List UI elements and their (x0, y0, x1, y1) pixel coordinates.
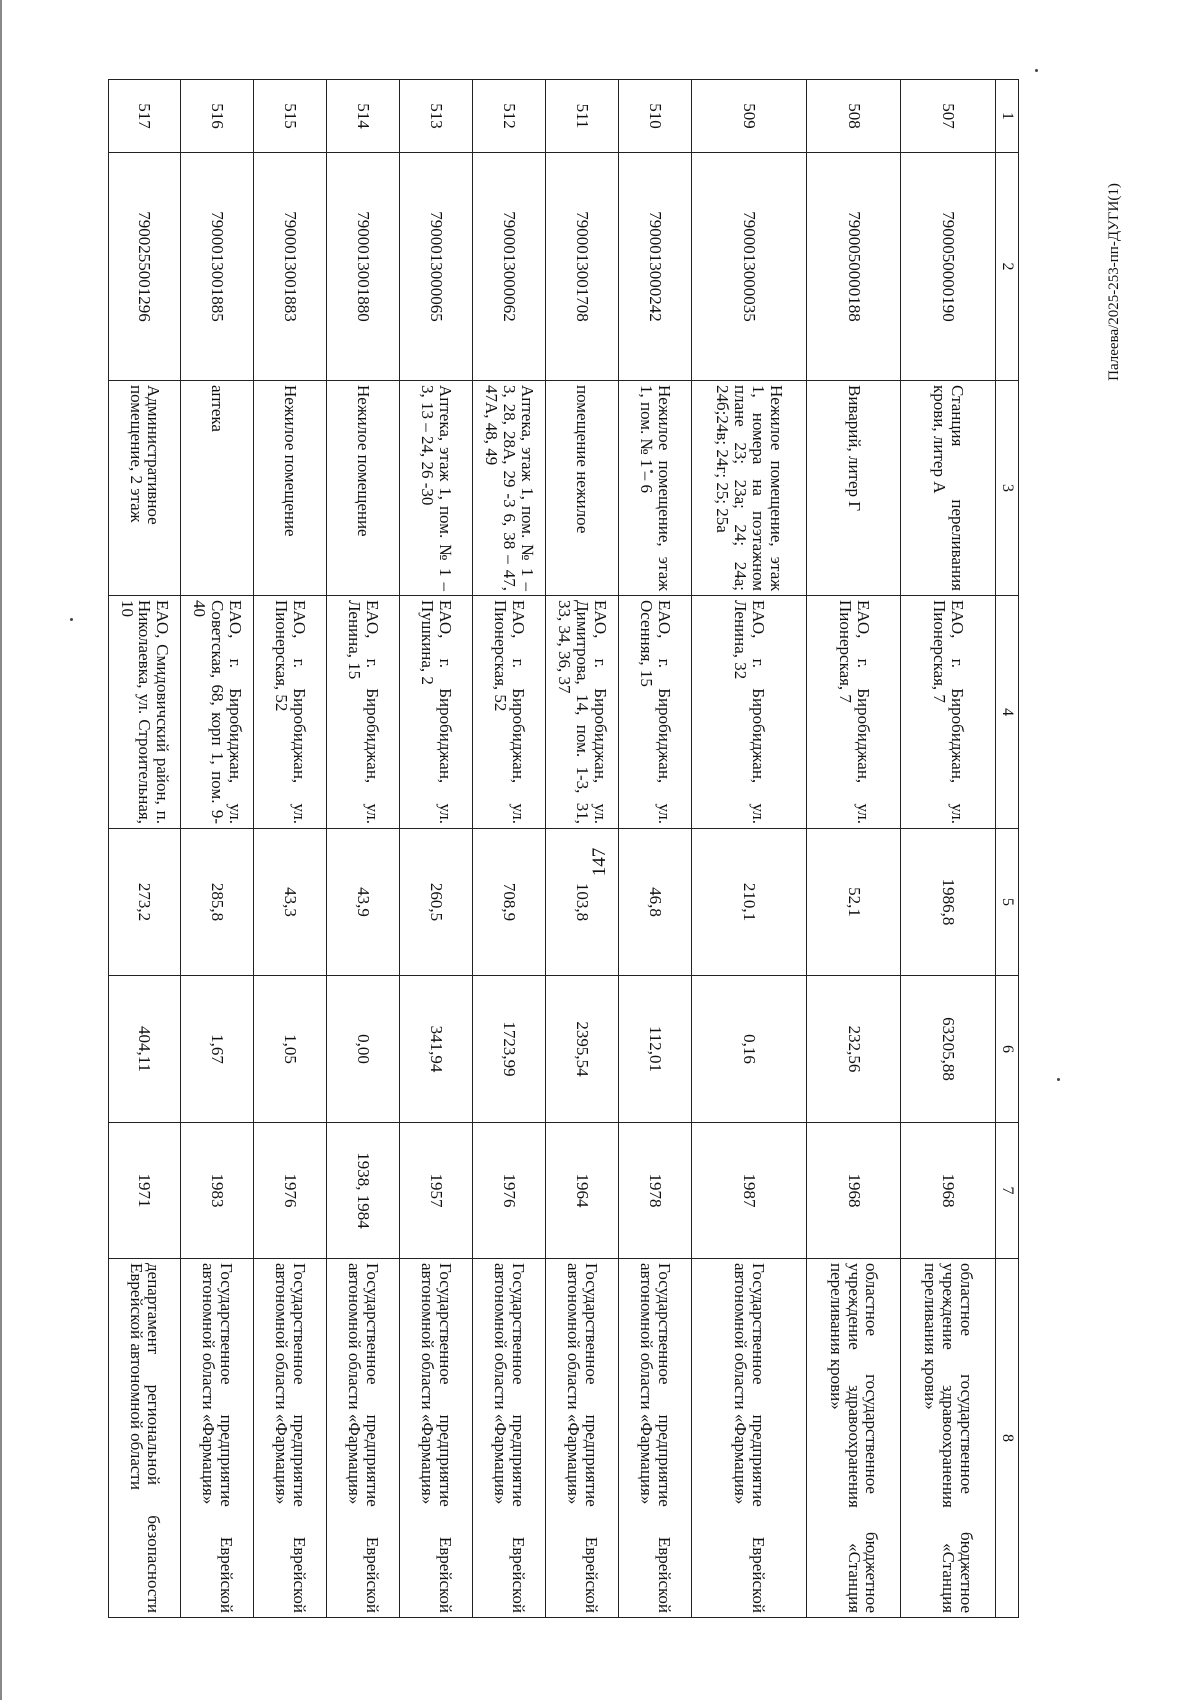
object-year: 1976 (253, 1123, 326, 1259)
row-number: 510 (618, 80, 691, 153)
object-name: Станция переливания крови, литер А (901, 381, 996, 596)
cadastral-number: 7900255001296 (109, 153, 181, 381)
right-holder: областное государственное бюджетное учреждение здравоохранения «Станция переливания крови» (901, 1259, 996, 1618)
registry-table-container (108, 79, 1019, 1617)
row-number: 514 (326, 80, 399, 153)
object-value: 0,00 (326, 976, 399, 1123)
column-number: 4 (996, 596, 1019, 829)
object-value: 1,05 (253, 976, 326, 1123)
row-number: 513 (399, 80, 472, 153)
right-holder: Государственное предприятие Еврейской автономной области «Фармация» (472, 1259, 545, 1618)
object-name: Аптека, этаж 1, пом. № 1 – 3, 13 – 24, 26 -30 (399, 381, 472, 596)
column-number: 8 (996, 1259, 1019, 1618)
row-number: 507 (901, 80, 996, 153)
row-number: 515 (253, 80, 326, 153)
object-address: ЕАО, г. Биробиджан, ул. Пионерская, 7 (806, 596, 901, 829)
table-row (691, 80, 806, 1618)
column-number: 6 (996, 976, 1019, 1123)
object-name: Виварий, литер Г (806, 381, 901, 596)
right-holder: Государственное предприятие Еврейской автономной области «Фармация» (691, 1259, 806, 1618)
object-address: ЕАО, г. Биробиджан, ул. Димитрова, 14, пом. 1-3, 31, 33, 34, 36, 37 (545, 596, 618, 829)
object-address: ЕАО, г. Биробиджан, ул. Осенняя, 15 (618, 596, 691, 829)
object-name: Административное помещение, 2 этаж (109, 381, 181, 596)
column-number: 2 (996, 153, 1019, 381)
right-holder: Государственное предприятие Еврейской автономной области «Фармация» (253, 1259, 326, 1618)
object-name: Нежилое помещение, этаж 1, пом. № 1 – 6 (618, 381, 691, 596)
row-number: 517 (109, 80, 181, 153)
right-holder: департамент региональной безопасности Еврейской автономной области (109, 1259, 181, 1618)
table-row (109, 80, 181, 1618)
scan-edge (0, 0, 2, 1700)
object-address: ЕАО, г. Биробиджан, ул. Ленина, 15 (326, 596, 399, 829)
row-number: 511 (545, 80, 618, 153)
cadastral-number: 7900013001885 (181, 153, 254, 381)
cadastral-number: 7900013000065 (399, 153, 472, 381)
object-value: 341,94 (399, 976, 472, 1123)
object-value: 232,56 (806, 976, 901, 1123)
object-address: ЕАО, г. Биробиджан, ул. Пионерская, 7 (901, 596, 996, 829)
column-number: 7 (996, 1123, 1019, 1259)
table-row (472, 80, 545, 1618)
object-value: 112,01 (618, 976, 691, 1123)
object-name: Нежилое помещение, этаж 1, номера на поэтажном плане 23; 23а; 24; 24а; 24б;24в; 24г; 25; 25а (691, 381, 806, 596)
row-number: 508 (806, 80, 901, 153)
row-number: 509 (691, 80, 806, 153)
object-value: 1,67 (181, 976, 254, 1123)
object-area: 52,1 (806, 829, 901, 976)
object-area: 103,8 (545, 829, 618, 976)
object-year: 1964 (545, 1123, 618, 1259)
object-name: Аптека, этаж 1, пом. № 1 – 3, 28, 28А, 29 -3 6, 38 – 47, 47А, 48, 49 (472, 381, 545, 596)
table-row (901, 80, 996, 1618)
row-number: 516 (181, 80, 254, 153)
object-year: 1971 (109, 1123, 181, 1259)
object-value: 404,11 (109, 976, 181, 1123)
table-row (806, 80, 901, 1618)
table-row (399, 80, 472, 1618)
object-area: 273,2 (109, 829, 181, 976)
object-area: 46,8 (618, 829, 691, 976)
object-year: 1987 (691, 1123, 806, 1259)
object-year: 1938, 1984 (326, 1123, 399, 1259)
table-row (326, 80, 399, 1618)
object-value: 1723,99 (472, 976, 545, 1123)
scan-speck (1035, 69, 1038, 72)
object-name: аптека (181, 381, 254, 596)
object-address: ЕАО, Смидовичский район, п. Николаевка, ул. Строительная, 10 (109, 596, 181, 829)
column-number: 5 (996, 829, 1019, 976)
row-number: 512 (472, 80, 545, 153)
right-holder: областное государственное бюджетное учреждение здравоохранения «Станция переливания крови» (806, 1259, 901, 1618)
document-code: Палеева/2025-253-пп-ДУГИ(1) (1106, 183, 1122, 381)
object-year: 1983 (181, 1123, 254, 1259)
cadastral-number: 7900050000190 (901, 153, 996, 381)
right-holder: Государственное предприятие Еврейской автономной области «Фармация» (545, 1259, 618, 1618)
scan-speck (1057, 1078, 1060, 1081)
object-area: 1986,8 (901, 829, 996, 976)
object-area: 708,9 (472, 829, 545, 976)
object-area: 285,8 (181, 829, 254, 976)
cadastral-number: 7900013000035 (691, 153, 806, 381)
object-year: 1957 (399, 1123, 472, 1259)
cadastral-number: 7900013001708 (545, 153, 618, 381)
object-value: 63205,88 (901, 976, 996, 1123)
cadastral-number: 7900013001883 (253, 153, 326, 381)
cadastral-number: 7900013001880 (326, 153, 399, 381)
object-address: ЕАО, г. Биробиджан, ул. Пушкина, 2 (399, 596, 472, 829)
object-address: ЕАО, г. Биробиджан, ул. Советская, 68, корп 1, пом. 9-40 (181, 596, 254, 829)
object-area: 260,5 (399, 829, 472, 976)
object-address: ЕАО, г. Биробиджан, ул. Пионерская, 52 (253, 596, 326, 829)
object-name: Нежилое помещение (326, 381, 399, 596)
table-row (618, 80, 691, 1618)
object-name: помещение нежилое (545, 381, 618, 596)
cadastral-number: 7900050000188 (806, 153, 901, 381)
object-year: 1968 (806, 1123, 901, 1259)
object-name: Нежилое помещение (253, 381, 326, 596)
object-area: 43,3 (253, 829, 326, 976)
object-year: 1968 (901, 1123, 996, 1259)
object-value: 0,16 (691, 976, 806, 1123)
object-area: 43,9 (326, 829, 399, 976)
object-year: 1978 (618, 1123, 691, 1259)
object-address: ЕАО, г. Биробиджан, ул. Пионерская, 52 (472, 596, 545, 829)
column-number: 3 (996, 381, 1019, 596)
right-holder: Государственное предприятие Еврейской автономной области «Фармация» (326, 1259, 399, 1618)
scan-speck (70, 618, 73, 621)
object-area: 210,1 (691, 829, 806, 976)
column-number-row (996, 80, 1019, 1618)
table-row (253, 80, 326, 1618)
cadastral-number: 7900013000242 (618, 153, 691, 381)
right-holder: Государственное предприятие Еврейской автономной области «Фармация» (399, 1259, 472, 1618)
object-address: ЕАО, г. Биробиджан, ул. Ленина, 32 (691, 596, 806, 829)
registry-table (108, 79, 1019, 1618)
object-value: 2395,54 (545, 976, 618, 1123)
right-holder: Государственное предприятие Еврейской автономной области «Фармация» (181, 1259, 254, 1618)
object-year: 1976 (472, 1123, 545, 1259)
table-row (545, 80, 618, 1618)
cadastral-number: 7900013000062 (472, 153, 545, 381)
column-number: 1 (996, 80, 1019, 153)
table-row (181, 80, 254, 1618)
page-number: 147 (589, 847, 610, 877)
right-holder: Государственное предприятие Еврейской автономной области «Фармация» (618, 1259, 691, 1618)
